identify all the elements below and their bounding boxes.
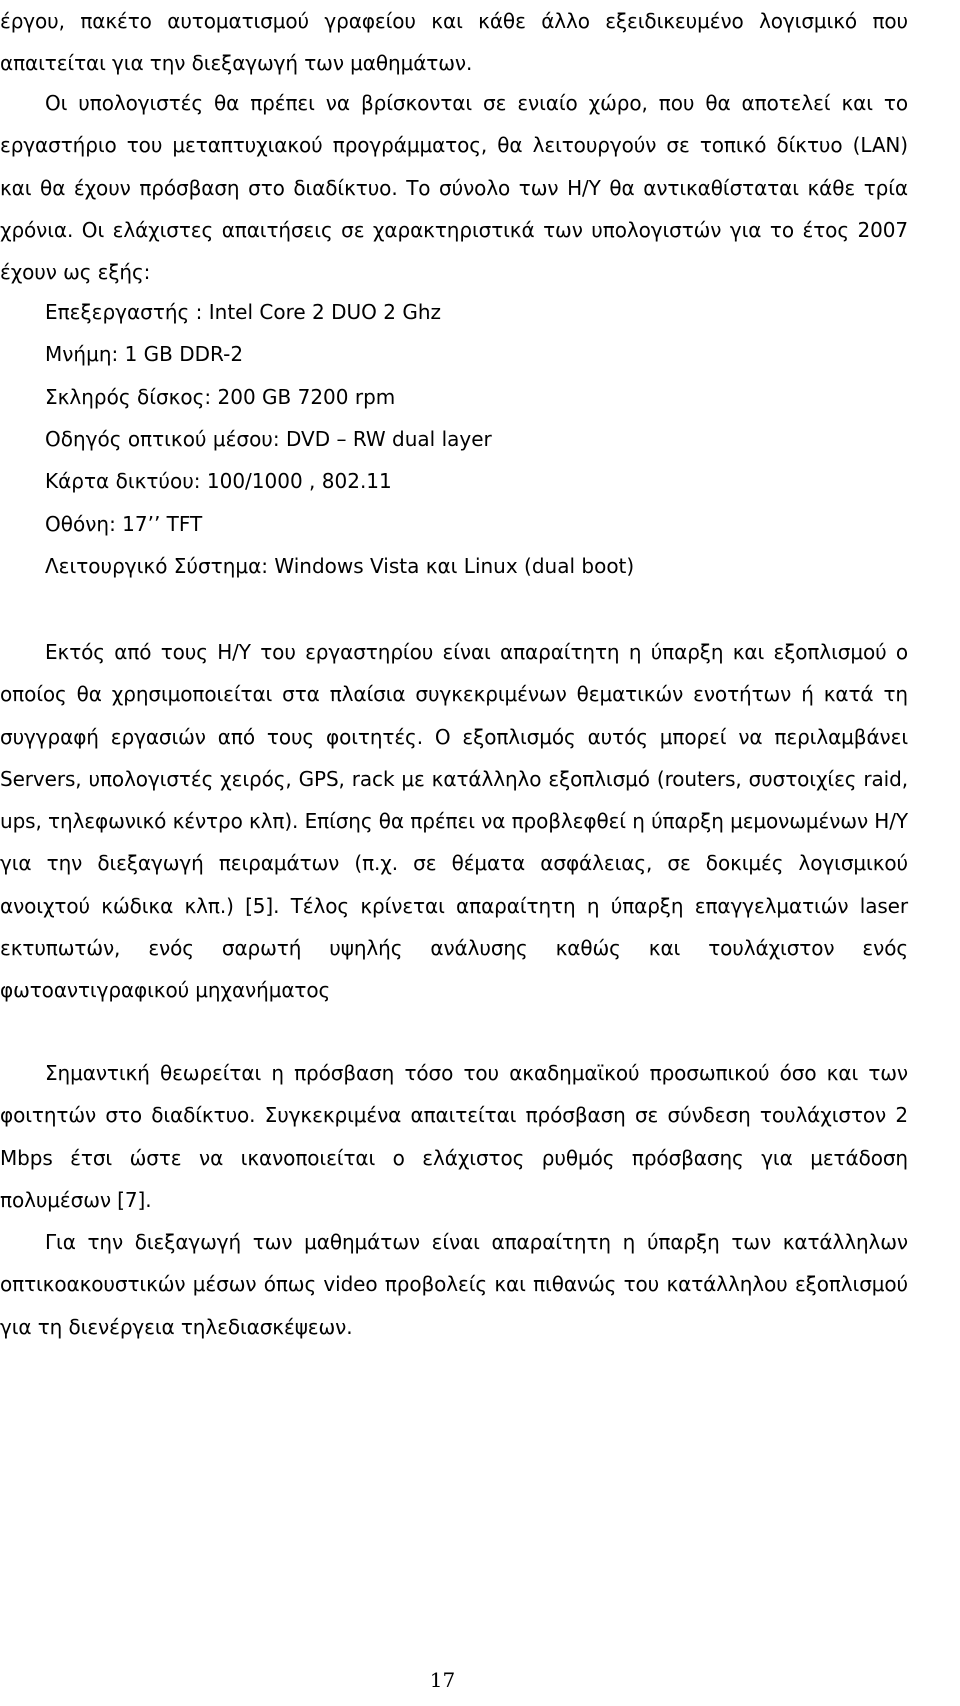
paragraph-3: Εκτός από τους Η/Υ του εργαστηρίου είναι απαραίτητη η ύπαρξη και εξοπλισμού ο οποίος θα χρησιμοποιείται στα πλαίσια συγκεκριμένων θεματικών ενοτήτων ή κατά τη συγγραφή εργασιών από τους φοιτητές. Ο εξοπλισμός αυτός μπορεί να περιλαμβάνει Servers, υπολογιστές χειρός, GPS, rack με κατάλληλο εξοπλισμό (routers, συστοιχίες raid, ups, τηλεφωνικό κέντρο κλπ). Επίσης θα πρέπει να προβλεφθεί η ύπαρξη μεμονωμένων Η/Υ για την διεξαγωγή πειραμάτων (π.χ. σε θέματα ασφάλειας, σε δοκιμές λογισμικού ανοιχτού κώδικα κλπ.) [5]. Τέλος κρίνεται απαραίτητη η ύπαρξη επαγγελματιών laser εκτυπωτών, ενός σαρωτή υψηλής ανάλυσης καθώς και τουλάχιστον ενός φωτοαντιγραφικού μηχανήματος [0,640,908,1003]
paragraph-4: Σημαντική θεωρείται η πρόσβαση τόσο του ακαδημαϊκού προσωπικού όσο και των φοιτητών στο διαδίκτυο. Συγκεκριμένα απαιτείται πρόσβαση σε σύνδεση τουλάχιστον 2 Mbps έτσι ώστε να ικανοποιείται ο ελάχιστος ρυθμός πρόσβασης για μετάδοση πολυμέσων [7]. [0,1061,908,1212]
paragraph-1: έργου, πακέτο αυτοματισμού γραφείου και κάθε άλλο εξειδικευμένο λογισμικό που απαιτείται για την διεξαγωγή των μαθημάτων. [0,9,908,76]
spec-network-card: Κάρτα δικτύου: 100/1000 , 802.11 [45,469,392,493]
paragraph-5: Για την διεξαγωγή των μαθημάτων είναι απαραίτητη η ύπαρξη των κατάλληλων οπτικοακουστικών μέσων όπως video προβολείς και πιθανώς του κατάλληλου εξοπλισμού για τη διενέργεια τηλεδιασκέψεων. [0,1230,908,1339]
spec-monitor: Οθόνη: 17’’ TFT [45,512,203,536]
spec-hard-disk: Σκληρός δίσκος: 200 GB 7200 rpm [45,385,396,409]
spec-memory: Μνήμη: 1 GB DDR-2 [45,342,244,366]
spec-operating-system: Λειτουργικό Σύστημα: Windows Vista και Linux (dual boot) [45,554,635,578]
paragraph-2: Οι υπολογιστές θα πρέπει να βρίσκονται σε ενιαίο χώρο, που θα αποτελεί και το εργαστήριο του μεταπτυχιακού προγράμματος, θα λειτουργούν σε τοπικό δίκτυο (LAN) και θα έχουν πρόσβαση στο διαδίκτυο. Το σύνολο των Η/Υ θα αντικαθίσταται κάθε τρία χρόνια. Οι ελάχιστες απαιτήσεις σε χαρακτηριστικά των υπολογιστών για το έτος 2007 έχουν ως εξής: [0,91,908,285]
page-number: 17 [429,1668,456,1692]
spec-processor: Επεξεργαστής : Intel Core 2 DUO 2 Ghz [45,300,442,324]
spec-optical-drive: Οδηγός οπτικού μέσου: DVD – RW dual layer [45,427,492,451]
